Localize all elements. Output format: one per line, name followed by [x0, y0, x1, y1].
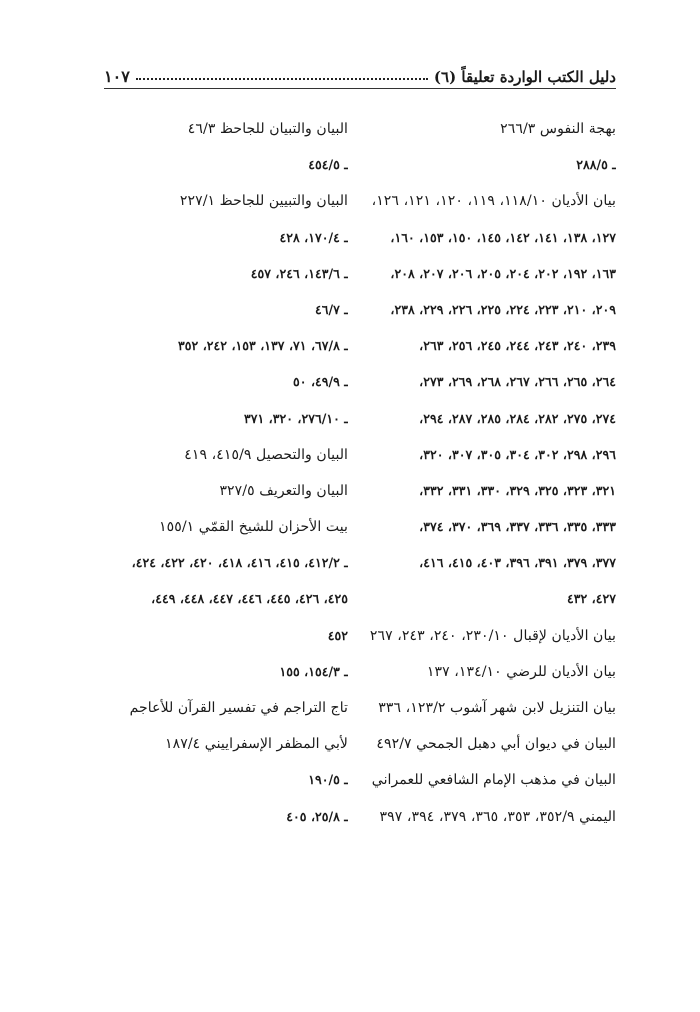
index-column-left	[96, 111, 348, 835]
index-entry-line: بهجة النفوس ٢٦٦/٣	[500, 121, 616, 137]
index-entry-line: بيان الأديان ١١٨/١٠، ١١٩، ١٢٠، ١٢١، ١٢٦،	[371, 193, 616, 210]
index-reference-line: ـ ٤٥٤/٥	[308, 157, 348, 173]
index-entry-line: بيان التنزيل لابن شهر آشوب ١٢٣/٢، ٣٣٦	[378, 700, 616, 716]
index-reference-line: ـ ٤٩/٩، ٥٠	[293, 374, 348, 390]
index-entry-line: بيت الأحزان للشيخ القمّي ١٥٥/١	[158, 519, 348, 536]
index-entry-line: تاج التراجم في تفسير القرآن للأعاجم	[129, 700, 348, 716]
index-reference-line: ـ ١٩٠/٥	[308, 772, 348, 788]
index-reference-line: ٣٧٧، ٣٧٩، ٣٩١، ٣٩٦، ٤٠٣، ٤١٥، ٤١٦،	[419, 555, 616, 571]
index-reference-line: ـ ٢٧٦/١٠، ٣٢٠، ٣٧١	[244, 410, 348, 426]
index-reference-line: ٤٢٧، ٤٣٢	[566, 591, 616, 607]
index-reference-line: ١٦٣، ١٩٢، ٢٠٢، ٢٠٤، ٢٠٥، ٢٠٦، ٢٠٧، ٢٠٨،	[390, 265, 616, 281]
index-reference-line: ـ ١٧٠/٤، ٤٢٨	[279, 229, 348, 245]
index-reference-line: ٢٦٤، ٢٦٥، ٢٦٦، ٢٦٧، ٢٦٨، ٢٦٩، ٢٧٣،	[419, 374, 616, 390]
index-reference-line: ١٢٧، ١٣٨، ١٤١، ١٤٢، ١٤٥، ١٥٠، ١٥٣، ١٦٠،	[390, 229, 616, 245]
index-entry-line: البيان والتبيين للجاحظ ٢٢٧/١	[179, 193, 348, 210]
index-reference-line: ـ ١٤٣/٦، ٢٤٦، ٤٥٧	[250, 265, 348, 281]
index-entry-line: اليمني ٣٥٢/٩، ٣٥٣، ٣٦٥، ٣٧٩، ٣٩٤، ٣٩٧	[379, 808, 616, 825]
index-reference-line: ٢٩٦، ٢٩٨، ٣٠٢، ٣٠٤، ٣٠٥، ٣٠٧، ٣٢٠،	[419, 446, 616, 462]
index-entry-line: البيان في ديوان أبي دهبل الجمحي ٤٩٢/٧	[376, 736, 616, 753]
index-reference-line: ٣٢١، ٣٢٣، ٣٢٥، ٣٢٩، ٣٣٠، ٣٣١، ٣٣٢،	[419, 482, 616, 498]
index-entry-line: البيان والتبيان للجاحظ ٤٦/٣	[187, 121, 348, 137]
index-entry-line: البيان والتعريف ٣٢٧/٥	[219, 482, 348, 499]
running-header	[104, 60, 616, 86]
index-entry-line: البيان في مذهب الإمام الشافعي للعمراني	[371, 772, 616, 789]
index-reference-line: ٤٢٥، ٤٢٦، ٤٤٥، ٤٤٦، ٤٤٧، ٤٤٨، ٤٤٩،	[151, 591, 348, 607]
index-reference-line: ٣٣٣، ٣٣٥، ٣٣٦، ٣٣٧، ٣٦٩، ٣٧٠، ٣٧٤،	[419, 519, 616, 535]
index-reference-line: ـ ٤٦/٧	[315, 301, 348, 317]
index-reference-line: ـ ٢٨٨/٥	[576, 157, 616, 173]
index-reference-line: ـ ٢٥/٨، ٤٠٥	[286, 808, 348, 824]
index-reference-line: ٤٥٢	[327, 627, 348, 643]
index-reference-line: ـ ١٥٤/٣، ١٥٥	[279, 663, 348, 679]
index-entry-line: لأبي المظفر الإسفراييني ١٨٧/٤	[165, 736, 348, 753]
header-title: دليل الكتب الواردة تعليقاً (٦)	[433, 68, 616, 86]
index-reference-line: ـ ٤١٢/٢، ٤١٥، ٤١٦، ٤١٨، ٤٢٠، ٤٢٢، ٤٢٤،	[131, 555, 348, 571]
page-number: ١٠٧	[104, 67, 130, 86]
index-reference-line: ٢٧٤، ٢٧٥، ٢٨٢، ٢٨٤، ٢٨٥، ٢٨٧، ٢٩٤،	[419, 410, 616, 426]
header-divider	[104, 88, 616, 89]
index-reference-line: ـ ٦٧/٨، ٧١، ١٣٧، ١٥٣، ٢٤٢، ٣٥٢	[178, 338, 348, 354]
index-entry-line: البيان والتحصيل ٤١٥/٩، ٤١٩	[184, 446, 348, 463]
header-dot-leader	[136, 78, 428, 80]
index-reference-line: ٢٣٩، ٢٤٠، ٢٤٣، ٢٤٤، ٢٤٥، ٢٥٦، ٢٦٣،	[419, 338, 616, 354]
index-column-right	[364, 111, 616, 835]
index-entry-line: بيان الأديان للرضي ١٣٤/١٠، ١٣٧	[426, 663, 616, 680]
index-entry-line: بيان الأديان لإقبال ٢٣٠/١٠، ٢٤٠، ٢٤٣، ٢٦٧	[369, 627, 616, 644]
index-reference-line: ٢٠٩، ٢١٠، ٢٢٣، ٢٢٤، ٢٢٥، ٢٢٦، ٢٢٩، ٢٣٨،	[390, 301, 616, 317]
